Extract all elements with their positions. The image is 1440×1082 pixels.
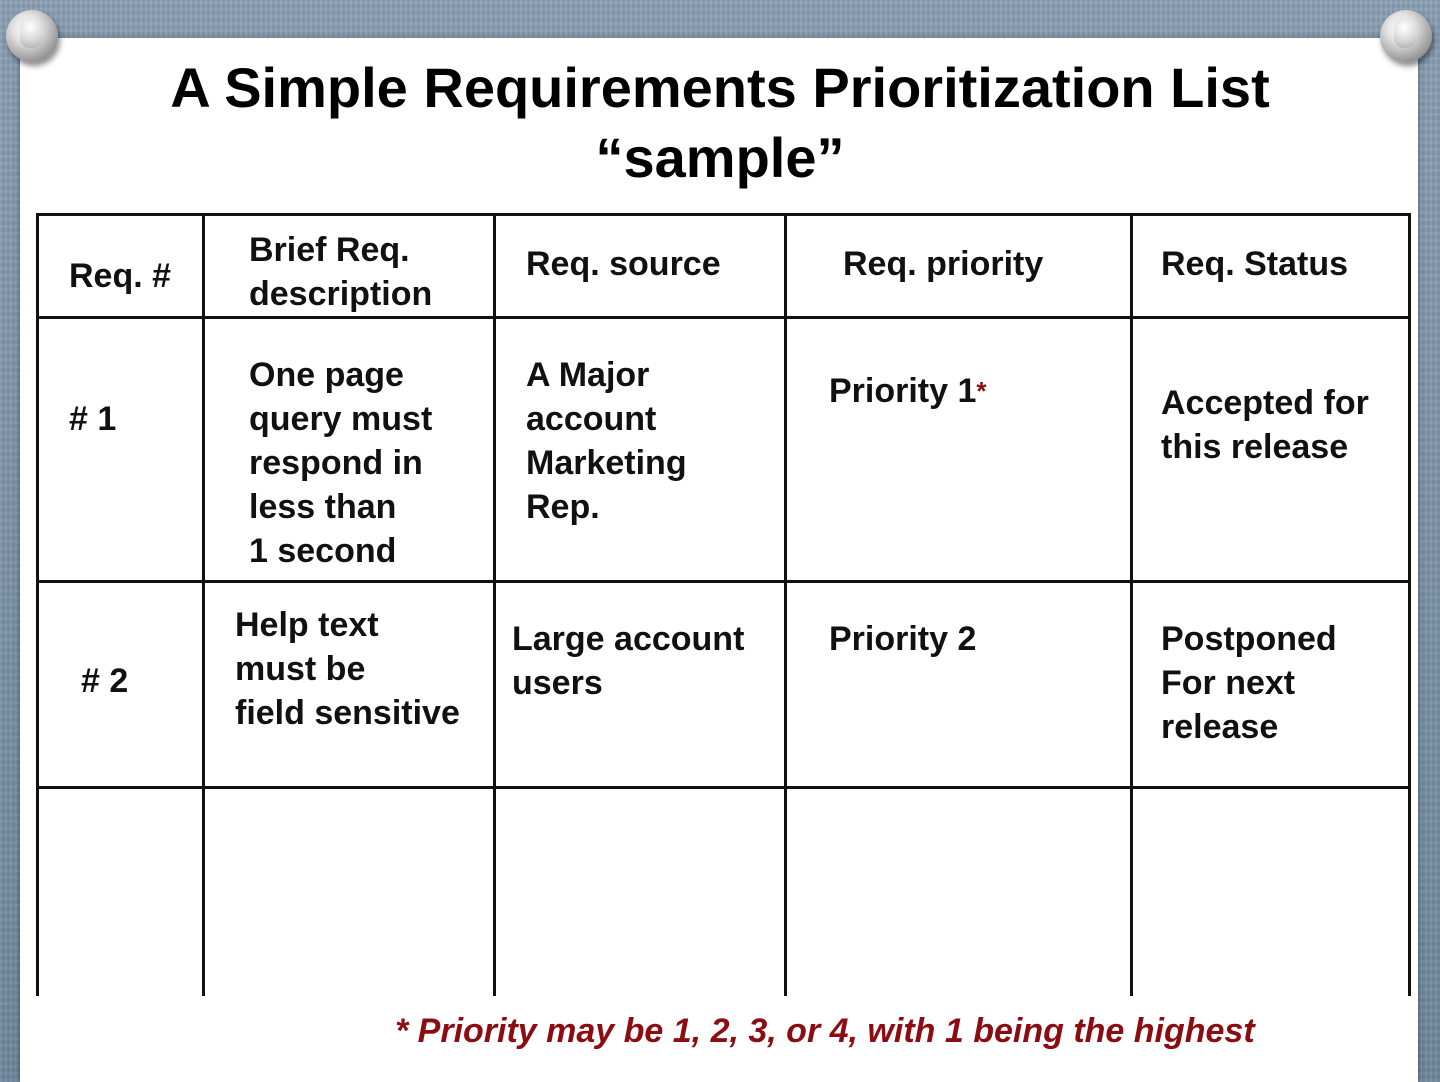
table-cell bbox=[786, 582, 1132, 788]
req-description: One page query must respond in less than 1 second bbox=[249, 356, 433, 570]
page-title: A Simple Requirements Prioritization List bbox=[170, 56, 1270, 119]
table-cell bbox=[495, 582, 786, 788]
req-priority: Priority 2 bbox=[829, 620, 977, 658]
pushpin-icon bbox=[6, 10, 58, 62]
req-description: Help text must be field sensitive bbox=[235, 606, 460, 732]
req-status: Postponed For next release bbox=[1161, 620, 1337, 746]
pushpin-icon bbox=[1380, 10, 1432, 62]
header-cell bbox=[1132, 215, 1410, 318]
req-source: A Major account Marketing Rep. bbox=[526, 356, 687, 526]
requirements-table bbox=[36, 213, 1411, 996]
header-req-priority: Req. priority bbox=[843, 245, 1044, 283]
req-status: Accepted for this release bbox=[1161, 384, 1369, 466]
table-cell bbox=[38, 318, 204, 582]
table-header-row bbox=[38, 215, 1410, 318]
table-cell bbox=[204, 318, 495, 582]
table-cell bbox=[204, 788, 495, 996]
page-subtitle: “sample” bbox=[595, 126, 845, 189]
table-cell bbox=[38, 582, 204, 788]
header-req-status: Req. Status bbox=[1161, 245, 1349, 283]
table-cell bbox=[204, 582, 495, 788]
table-cell bbox=[38, 788, 204, 996]
header-cell bbox=[786, 215, 1132, 318]
req-source: Large account users bbox=[512, 620, 745, 702]
header-req-source: Req. source bbox=[526, 245, 721, 283]
header-cell bbox=[204, 215, 495, 318]
header-cell bbox=[495, 215, 786, 318]
priority-footnote: * Priority may be 1, 2, 3, or 4, with 1 being the highest bbox=[395, 1012, 1255, 1050]
req-number: # 1 bbox=[69, 400, 117, 438]
table-row bbox=[38, 582, 1410, 788]
table-cell bbox=[1132, 582, 1410, 788]
table-cell bbox=[786, 788, 1132, 996]
req-priority: Priority 1 bbox=[829, 372, 977, 410]
req-number: # 2 bbox=[81, 662, 129, 700]
table-cell bbox=[786, 318, 1132, 582]
header-req-number: Req. # bbox=[69, 257, 172, 295]
priority-footnote-marker: * bbox=[976, 376, 987, 406]
table-cell bbox=[1132, 318, 1410, 582]
table-cell bbox=[495, 318, 786, 582]
table-cell bbox=[495, 788, 786, 996]
header-brief-description: Brief Req. description bbox=[249, 231, 433, 313]
table-cell bbox=[1132, 788, 1410, 996]
header-cell bbox=[38, 215, 204, 318]
table-row bbox=[38, 788, 1410, 996]
table-row bbox=[38, 318, 1410, 582]
